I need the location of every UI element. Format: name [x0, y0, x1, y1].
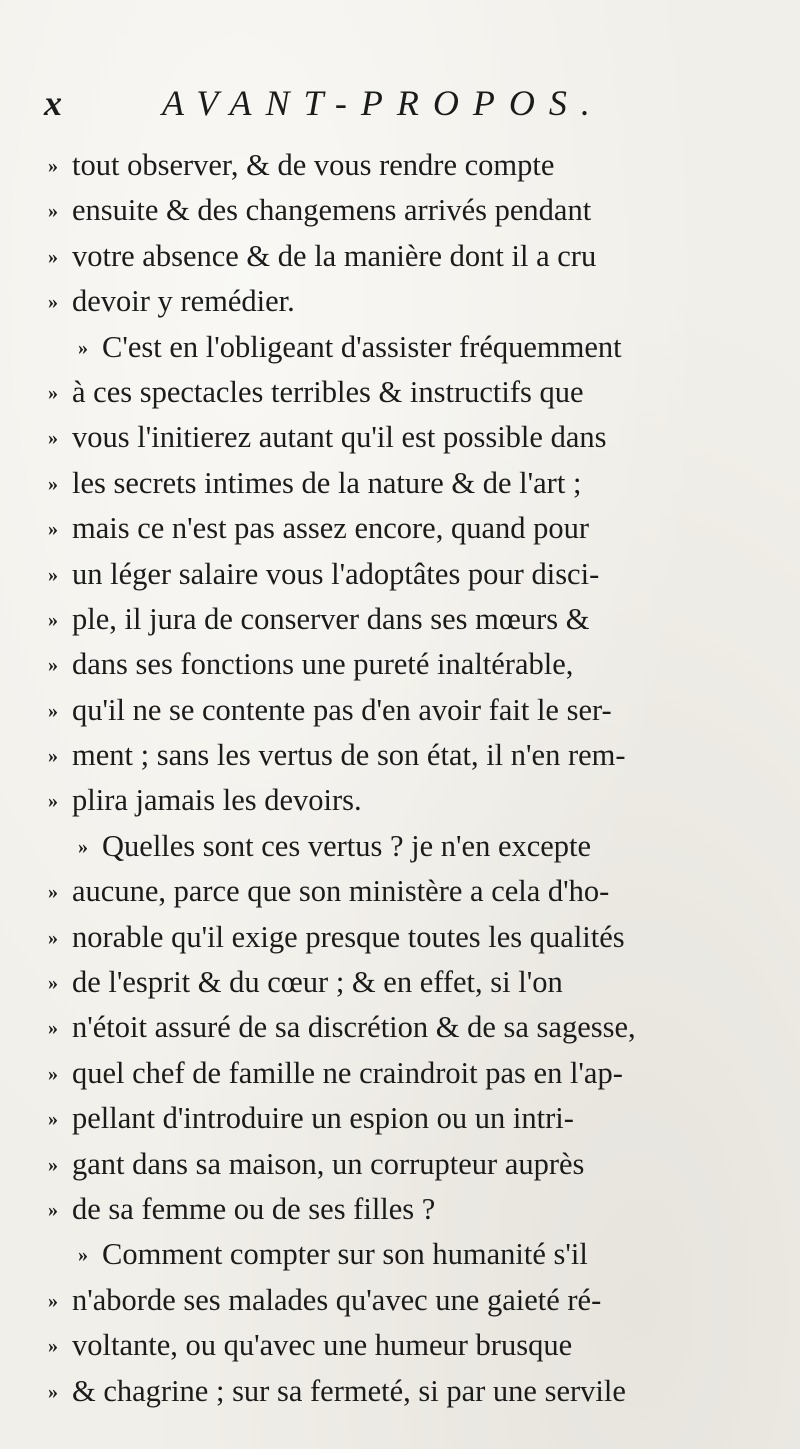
text-line — [48, 188, 748, 233]
quote-mark: » — [48, 563, 58, 586]
line-text: Comment compter sur son humanité s'il — [102, 1237, 588, 1272]
text-line — [48, 824, 748, 869]
line-text: mais ce n'est pas assez encore, quand pour — [72, 511, 590, 546]
text-line — [48, 461, 748, 506]
quote-mark: » — [48, 1017, 58, 1040]
text-line — [48, 733, 748, 778]
line-text: vous l'initierez autant qu'il est possible dans — [72, 420, 607, 455]
text-line — [48, 1051, 748, 1096]
line-text: à ces spectacles terribles & instructifs que — [72, 374, 584, 409]
text-line — [48, 960, 748, 1005]
quote-mark: » — [48, 1289, 58, 1312]
quote-mark: » — [78, 835, 88, 858]
text-line — [48, 552, 748, 597]
line-text: devoir y remédier. — [72, 284, 295, 319]
line-text: de l'esprit & du cœur ; & en effet, si l'on — [72, 965, 563, 1000]
text-line — [48, 688, 748, 733]
line-text: un léger salaire vous l'adoptâtes pour disci- — [72, 556, 600, 591]
text-line — [48, 1278, 748, 1323]
quote-mark: » — [78, 1244, 88, 1267]
text-line — [48, 143, 748, 188]
text-line — [48, 1323, 748, 1368]
page-number: x — [44, 83, 62, 123]
line-text: & chagrine ; sur sa fermeté, si par une servile — [72, 1373, 626, 1408]
line-text: n'étoit assuré de sa discrétion & de sa sagesse, — [72, 1010, 636, 1045]
line-text: pellant d'introduire un espion ou un intri- — [72, 1101, 574, 1136]
quote-mark: » — [48, 790, 58, 813]
running-title: AVANT-PROPOS. — [162, 83, 604, 123]
quote-mark: » — [48, 245, 58, 268]
quote-mark: » — [48, 699, 58, 722]
line-text: aucune, parce que son ministère a cela d'ho- — [72, 874, 610, 909]
text-line — [48, 415, 748, 460]
text-line — [48, 869, 748, 914]
quote-mark: » — [48, 745, 58, 768]
line-text: votre absence & de la manière dont il a cru — [72, 238, 597, 273]
text-line — [48, 1369, 748, 1414]
line-text: quel chef de famille ne craindroit pas en l'ap- — [72, 1055, 623, 1090]
text-line — [48, 642, 748, 687]
text-line — [48, 915, 748, 960]
text-line — [48, 597, 748, 642]
quote-mark: » — [48, 881, 58, 904]
quote-mark: » — [48, 1062, 58, 1085]
line-text: C'est en l'obligeant d'assister fréquemment — [102, 329, 622, 364]
text-line — [48, 506, 748, 551]
quote-mark: » — [48, 654, 58, 677]
quote-mark: » — [48, 472, 58, 495]
line-text: voltante, ou qu'avec une humeur brusque — [72, 1328, 573, 1363]
line-text: dans ses fonctions une pureté inaltérable, — [72, 647, 574, 682]
quote-mark: » — [78, 336, 88, 359]
body-text — [48, 143, 748, 1414]
line-text: plira jamais les devoirs. — [72, 783, 362, 818]
line-text: gant dans sa maison, un corrupteur auprès — [72, 1146, 585, 1181]
line-text: ensuite & des changemens arrivés pendant — [72, 193, 592, 228]
text-line — [48, 370, 748, 415]
text-line — [48, 778, 748, 823]
line-text: les secrets intimes de la nature & de l'art ; — [72, 465, 582, 500]
line-text: ple, il jura de conserver dans ses mœurs & — [72, 601, 590, 636]
quote-mark: » — [48, 1335, 58, 1358]
text-line — [48, 1187, 748, 1232]
quote-mark: » — [48, 200, 58, 223]
quote-mark: » — [48, 1198, 58, 1221]
quote-mark: » — [48, 427, 58, 450]
line-text: n'aborde ses malades qu'avec une gaieté ré- — [72, 1282, 602, 1317]
text-line — [48, 325, 748, 370]
quote-mark: » — [48, 155, 58, 177]
quote-mark: » — [48, 1153, 58, 1176]
line-text: norable qu'il exige presque toutes les qualités — [72, 919, 625, 954]
line-text: Quelles sont ces vertus ? je n'en excepte — [102, 828, 592, 863]
quote-mark: » — [48, 926, 58, 949]
text-line — [48, 279, 748, 324]
page-header — [44, 82, 744, 132]
text-line — [48, 1142, 748, 1187]
text-line — [48, 234, 748, 279]
line-text: qu'il ne se contente pas d'en avoir fait le ser- — [72, 692, 612, 727]
quote-mark: » — [48, 1380, 58, 1403]
line-text: tout observer, & de vous rendre compte — [72, 148, 555, 182]
quote-mark: » — [48, 381, 58, 404]
quote-mark: » — [48, 518, 58, 541]
line-text: de sa femme ou de ses filles ? — [72, 1191, 436, 1226]
quote-mark: » — [48, 1108, 58, 1131]
text-line — [48, 1005, 748, 1050]
quote-mark: » — [48, 291, 58, 314]
text-line — [48, 1232, 748, 1277]
text-line — [48, 1096, 748, 1141]
quote-mark: » — [48, 972, 58, 995]
line-text: ment ; sans les vertus de son état, il n'en rem- — [72, 738, 626, 773]
quote-mark: » — [48, 608, 58, 631]
